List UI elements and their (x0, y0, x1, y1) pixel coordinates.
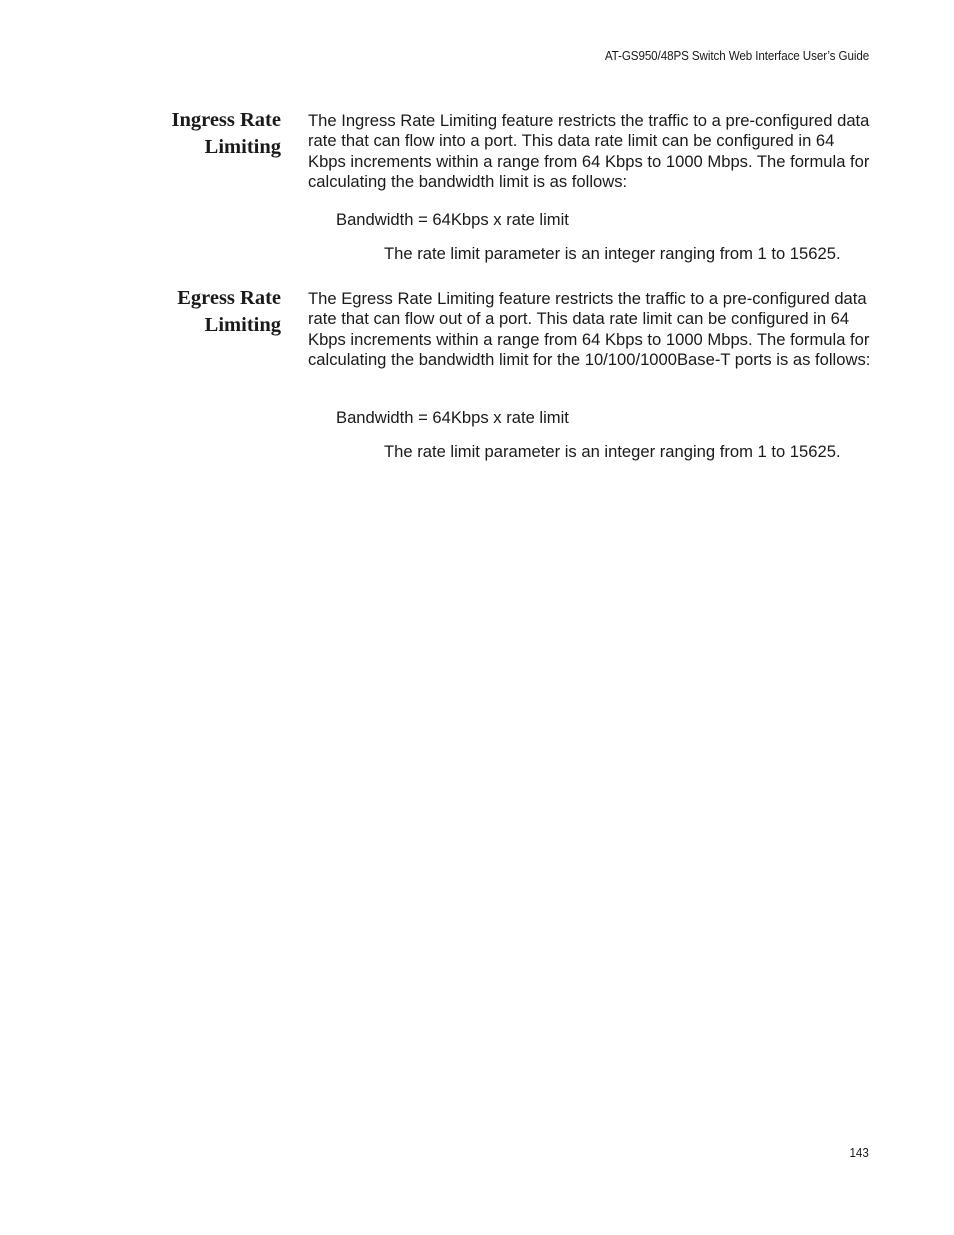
section-heading-line: Limiting (204, 136, 281, 158)
parameter-note: The rate limit parameter is an integer ranging from 1 to 15625. (384, 442, 841, 461)
running-header: AT-GS950/48PS Switch Web Interface User’s Guide (604, 49, 869, 63)
section-heading-line: Egress Rate (177, 287, 281, 309)
section-paragraph: The Egress Rate Limiting feature restricts the traffic to a pre-configured data rate that can flow out of a port. This data rate limit can be configured in 64 Kbps increments within a range from 64 Kbps to 1000 Mbps. The formula for calculating the bandwidth limit for the 10/100/1000Base-T ports is as follows: (308, 289, 871, 369)
page-number: 143 (849, 1146, 869, 1160)
formula: Bandwidth = 64Kbps x rate limit (336, 210, 569, 229)
section-paragraph: The Ingress Rate Limiting feature restricts the traffic to a pre-configured data rate that can flow into a port. This data rate limit can be configured in 64 Kbps increments within a range from 64 Kbps to 1000 Mbps. The formula for calculating the bandwidth limit is as follows: (308, 111, 870, 191)
section-heading-egress (90, 285, 281, 339)
section-heading-ingress (90, 107, 281, 161)
section-heading-line: Limiting (204, 314, 281, 336)
parameter-note: The rate limit parameter is an integer ranging from 1 to 15625. (384, 244, 841, 263)
section-heading-line: Ingress Rate (171, 109, 281, 131)
formula: Bandwidth = 64Kbps x rate limit (336, 408, 569, 427)
